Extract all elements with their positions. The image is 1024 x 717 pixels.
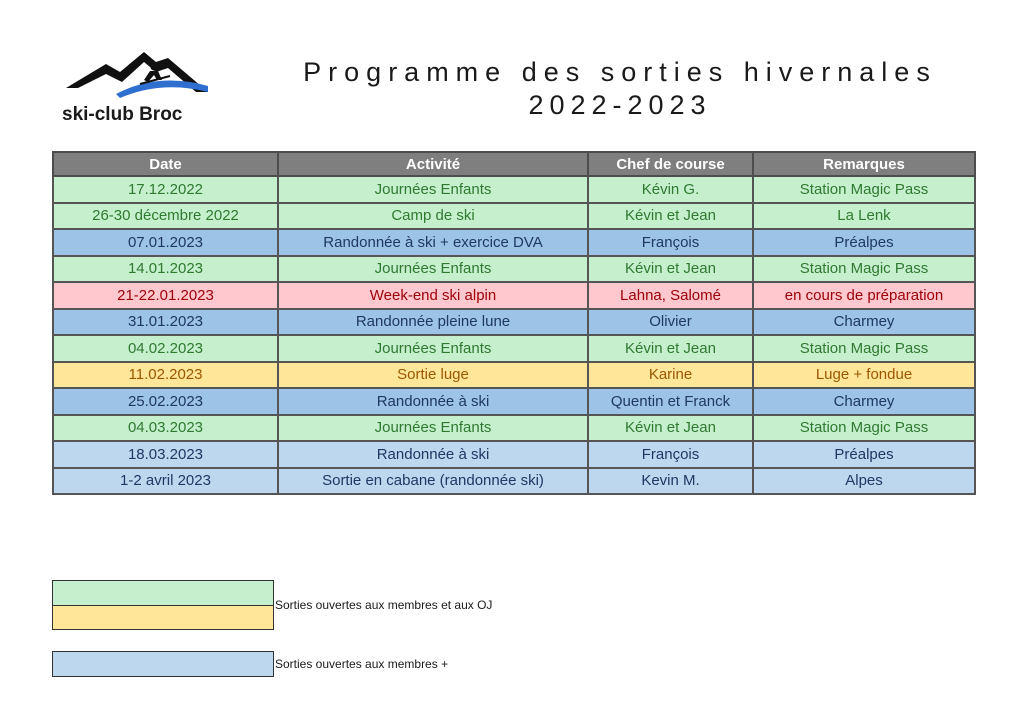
legend-swatch-green [53, 581, 273, 606]
cell-remarks: Charmey [753, 388, 975, 415]
cell-leader: François [588, 441, 753, 468]
table-row [53, 415, 975, 442]
cell-remarks: Station Magic Pass [753, 415, 975, 442]
cell-leader: François [588, 229, 753, 256]
cell-remarks: Station Magic Pass [753, 256, 975, 283]
table-header-row [53, 152, 975, 176]
cell-date: 14.01.2023 [53, 256, 278, 283]
cell-date: 18.03.2023 [53, 441, 278, 468]
cell-remarks: Station Magic Pass [753, 176, 975, 203]
cell-activity: Sortie en cabane (randonnée ski) [278, 468, 588, 495]
header-activity: Activité [278, 152, 588, 176]
legend-swatch-yellow [53, 606, 273, 629]
cell-remarks: Alpes [753, 468, 975, 495]
cell-remarks: Luge + fondue [753, 362, 975, 389]
table-row [53, 388, 975, 415]
legend-label-members: Sorties ouvertes aux membres + [275, 657, 449, 671]
cell-activity: Journées Enfants [278, 256, 588, 283]
table-row [53, 441, 975, 468]
header-remarks: Remarques [753, 152, 975, 176]
cell-date: 1-2 avril 2023 [53, 468, 278, 495]
cell-leader: Kévin et Jean [588, 256, 753, 283]
cell-leader: Kévin et Jean [588, 415, 753, 442]
legend-swatch-members [52, 651, 274, 677]
cell-date: 04.03.2023 [53, 415, 278, 442]
cell-date: 11.02.2023 [53, 362, 278, 389]
header-date: Date [53, 152, 278, 176]
cell-remarks: Station Magic Pass [753, 335, 975, 362]
cell-date: 04.02.2023 [53, 335, 278, 362]
cell-leader: Quentin et Franck [588, 388, 753, 415]
title-line-1: Programme des sorties hivernales [303, 57, 937, 87]
cell-leader: Kevin M. [588, 468, 753, 495]
cell-leader: Kévin G. [588, 176, 753, 203]
cell-activity: Camp de ski [278, 203, 588, 230]
page-title [300, 56, 940, 122]
cell-leader: Lahna, Salomé [588, 282, 753, 309]
cell-activity: Sortie luge [278, 362, 588, 389]
cell-activity: Randonnée à ski [278, 441, 588, 468]
table-row [53, 229, 975, 256]
cell-leader: Olivier [588, 309, 753, 336]
legend-label-members-oj: Sorties ouvertes aux membres et aux OJ [275, 598, 493, 612]
table-row [53, 309, 975, 336]
cell-activity: Journées Enfants [278, 415, 588, 442]
title-line-2: 2022-2023 [528, 90, 712, 120]
cell-remarks: La Lenk [753, 203, 975, 230]
table-row [53, 256, 975, 283]
cell-remarks: Préalpes [753, 229, 975, 256]
mountain-skier-icon [58, 42, 218, 104]
schedule-table [52, 151, 976, 495]
table-row [53, 335, 975, 362]
cell-activity: Journées Enfants [278, 335, 588, 362]
cell-activity: Randonnée à ski [278, 388, 588, 415]
cell-date: 21-22.01.2023 [53, 282, 278, 309]
header-leader: Chef de course [588, 152, 753, 176]
cell-date: 25.02.2023 [53, 388, 278, 415]
cell-date: 26-30 décembre 2022 [53, 203, 278, 230]
cell-remarks: Charmey [753, 309, 975, 336]
table-row [53, 203, 975, 230]
cell-leader: Kévin et Jean [588, 203, 753, 230]
club-logo [58, 42, 218, 132]
table-row [53, 468, 975, 495]
cell-leader: Karine [588, 362, 753, 389]
cell-activity: Week-end ski alpin [278, 282, 588, 309]
table-row [53, 176, 975, 203]
cell-date: 07.01.2023 [53, 229, 278, 256]
cell-leader: Kévin et Jean [588, 335, 753, 362]
table-row [53, 282, 975, 309]
cell-remarks: en cours de préparation [753, 282, 975, 309]
cell-activity: Randonnée à ski + exercice DVA [278, 229, 588, 256]
cell-date: 31.01.2023 [53, 309, 278, 336]
logo-text: ski-club Broc [62, 104, 183, 125]
cell-activity: Randonnée pleine lune [278, 309, 588, 336]
cell-date: 17.12.2022 [53, 176, 278, 203]
legend-swatch-members-oj [52, 580, 274, 630]
table-row [53, 362, 975, 389]
cell-activity: Journées Enfants [278, 176, 588, 203]
cell-remarks: Préalpes [753, 441, 975, 468]
